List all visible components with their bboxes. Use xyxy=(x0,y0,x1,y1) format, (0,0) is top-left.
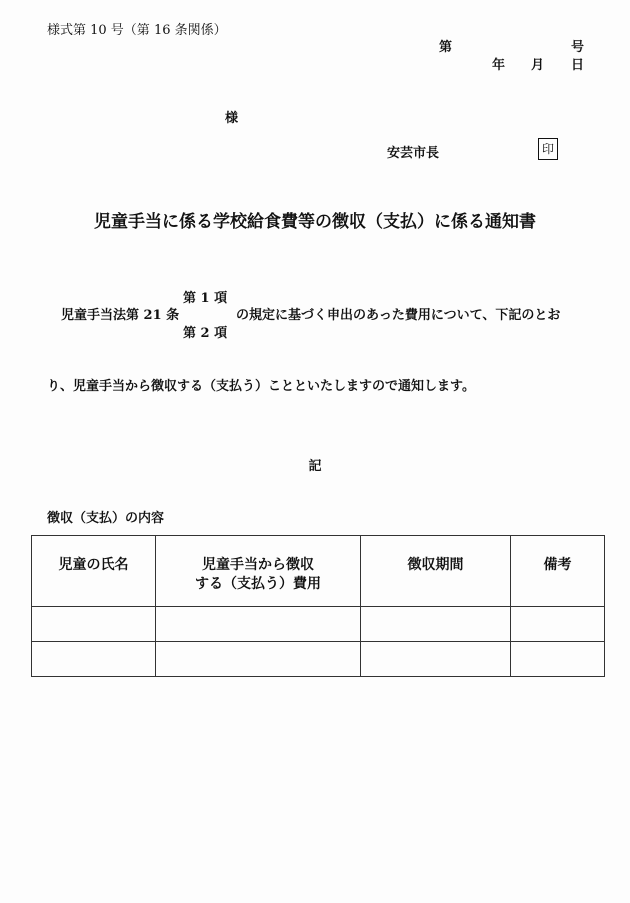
table-row-1-child-name-cell[interactable] xyxy=(32,607,155,641)
table-row-2-expense-cell[interactable] xyxy=(156,642,360,676)
header-expense xyxy=(156,536,360,606)
body-line-1: の規定に基づく申出のあった費用について、下記のとお xyxy=(236,308,561,323)
date-month-label: 月 xyxy=(531,58,545,73)
section-label: 徴収（支払）の内容 xyxy=(47,511,165,526)
header-remarks xyxy=(511,536,604,606)
header-child-name-text: 児童の氏名 xyxy=(58,557,129,573)
law-reference: 児童手当法第 21 条 xyxy=(61,308,180,323)
collection-details-table xyxy=(31,535,605,677)
seal-stamp-box: 印 xyxy=(538,138,558,160)
table-row-2-period-cell[interactable] xyxy=(361,642,510,676)
document-title: 児童手当に係る学校給食費等の徴収（支払）に係る通知書 xyxy=(94,212,536,232)
header-period-text: 徴収期間 xyxy=(407,557,464,573)
header-expense-line2: する（支払う）費用 xyxy=(195,576,321,592)
table-row-2-remarks-cell[interactable] xyxy=(511,642,604,676)
body-line-2: り、児童手当から徴収する（支払う）ことといたしますので通知します。 xyxy=(47,379,475,394)
table-row-1-expense-cell[interactable] xyxy=(156,607,360,641)
date-year-label: 年 xyxy=(492,58,506,73)
table-row-1-period-cell[interactable] xyxy=(361,607,510,641)
law-item-1: 第 1 項 xyxy=(183,291,228,306)
date-day-label: 日 xyxy=(571,58,585,73)
issuer-name: 安芸市長 xyxy=(387,146,440,161)
table-row-1-remarks-cell[interactable] xyxy=(511,607,604,641)
ki-marker: 記 xyxy=(308,459,322,474)
law-item-2: 第 2 項 xyxy=(183,326,228,341)
header-remarks-text: 備考 xyxy=(543,557,572,573)
header-period xyxy=(361,536,510,606)
document-number-suffix: 号 xyxy=(571,40,585,55)
header-child-name xyxy=(32,536,155,606)
header-expense-line1: 児童手当から徴収 xyxy=(202,557,314,573)
addressee-honorific: 様 xyxy=(225,111,239,126)
form-number: 様式第 10 号（第 16 条関係） xyxy=(47,23,227,38)
document-number-prefix: 第 xyxy=(439,40,453,55)
table-row-2-child-name-cell[interactable] xyxy=(32,642,155,676)
